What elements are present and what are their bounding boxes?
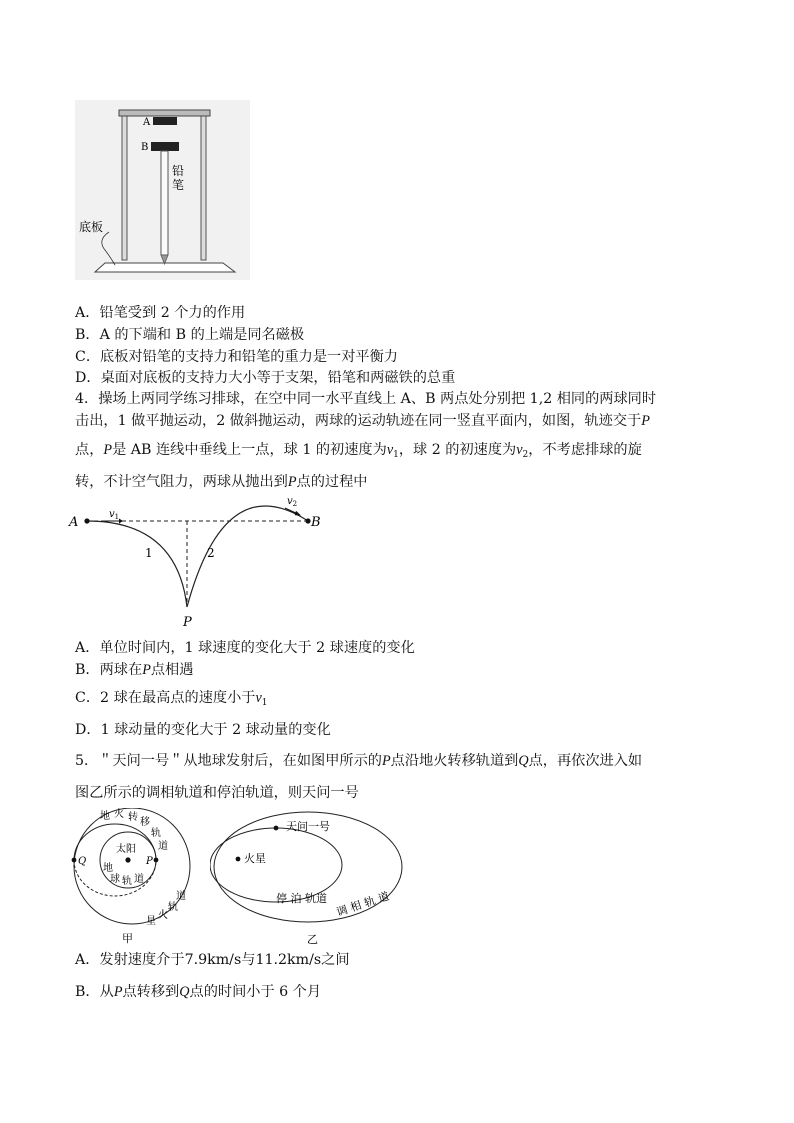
q5-stem-line2: 图乙所示的调相轨道和停泊轨道，则天问一号	[75, 785, 359, 801]
transfer-char-1: 地	[100, 811, 110, 822]
q3-option-a: A．铅笔受到 2 个力的作用	[75, 305, 246, 321]
point-p-label: P	[183, 615, 192, 630]
transfer-char-4: 移	[140, 817, 150, 828]
q3-option-d: D．桌面对底板的支持力大小等于支架，铅笔和两磁铁的总重	[75, 370, 456, 386]
transfer-char-2: 火	[114, 809, 124, 820]
label-base: 底板	[79, 220, 104, 234]
mars-label: 火星	[244, 852, 266, 865]
point-b-label: B	[311, 515, 321, 530]
q4-option-c: C．2 球在最高点的速度小于$v_1$	[75, 690, 268, 708]
q3-option-c: C．底板对铅笔的支持力和铅笔的重力是一对平衡力	[75, 349, 398, 365]
q5-option-a: A．发射速度介于7.9km/s与11.2km/s之间	[75, 952, 350, 968]
transfer-char-5: 轨	[151, 828, 161, 839]
label-b: B	[141, 142, 149, 153]
earth-orbit-char-4: 道	[134, 874, 144, 885]
transfer-char-6: 道	[158, 841, 168, 852]
q5-option-b: B．从P点转移到Q点的时间小于 6 个月	[75, 984, 322, 1000]
tianwen-label: 天问一号	[286, 820, 330, 833]
q4-option-d: D．1 球动量的变化大于 2 球动量的变化	[75, 722, 331, 738]
q5-stem-line1: 5．＂天问一号＂从地球发射后，在如图甲所示的P点沿地火转移轨道到Q点，再依次进入如	[75, 753, 643, 769]
transfer-orbit-figure	[62, 808, 210, 948]
figure-yi-caption: 乙	[307, 933, 318, 946]
q4-option-b: B．两球在P点相遇	[75, 662, 194, 678]
mars-orbit-char-1: 道	[176, 891, 186, 902]
v1-label: $v_1$	[109, 509, 120, 521]
point-a-label: A	[69, 515, 79, 530]
v2-label: $v_2$	[287, 496, 298, 508]
label-pencil-1: 铅	[172, 164, 185, 178]
q4-stem-line3: 点，P是 AB 连线中垂线上一点，球 1 的初速度为$v_1$，球 2 的初速度为$v_2$，不考虑排球的旋	[75, 442, 642, 460]
curve-1-label: 1	[145, 546, 153, 560]
mars-orbit-char-2: 轨	[168, 902, 178, 913]
phasing-orbit-label: 调 相 轨 道	[334, 889, 391, 919]
earth-orbit-char-1: 地	[103, 863, 113, 874]
parking-orbit-figure	[210, 810, 410, 950]
q3-option-b: B．A 的下端和 B 的上端是同名磁极	[75, 327, 305, 343]
earth-orbit-char-3: 轨	[122, 876, 132, 887]
mars-orbit-char-3: 火	[158, 910, 168, 921]
q4-stem-line4: 转，不计空气阻力，两球从抛出到P点的过程中	[75, 474, 368, 490]
figure-jia-caption: 甲	[122, 932, 133, 945]
q4-option-a: A．单位时间内，1 球速度的变化大于 2 球速度的变化	[75, 640, 415, 656]
curve-2-label: 2	[207, 546, 215, 560]
q4-stem-line2: 击出，1 做平抛运动，2 做斜抛运动，两球的运动轨迹在同一竖直平面内，如图，轨迹交于P	[75, 413, 650, 429]
mars-orbit-char-4: 星	[146, 916, 156, 927]
magnet-pencil-figure	[75, 100, 250, 280]
sun-label: 太阳	[116, 844, 136, 855]
q4-stem-line1: 4．操场上两同学练习排球，在空中同一水平直线上 A、B 两点处分别把 1,2 相同的两球同时	[75, 391, 657, 407]
parking-orbit-label: 停 泊 轨道	[276, 892, 327, 905]
trajectory-figure	[65, 495, 335, 635]
earth-orbit-char-2: 球	[110, 874, 120, 885]
q-label: Q	[78, 856, 87, 867]
p-label: P	[146, 856, 153, 867]
transfer-char-3: 转	[128, 812, 138, 823]
label-pencil-2: 笔	[172, 178, 185, 192]
label-a: A	[143, 117, 151, 128]
